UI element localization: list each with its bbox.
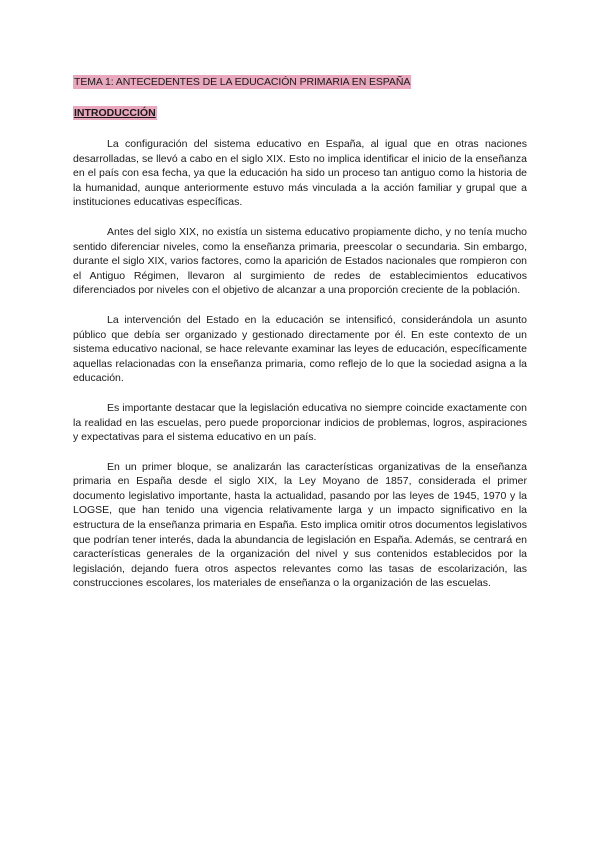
heading-line [73, 103, 527, 121]
paragraph-2: Antes del siglo XIX, no existía un sistema educativo propiamente dicho, y no tenía mucho sentido diferenciar niveles, como la enseñanza primaria, preescolar o secundaria. Sin embargo, durante el siglo XIX, varios factores, como la aparición de Estados nacionales que rompieron con el Antiguo Régimen, llevaron al surgimiento de redes de establecimientos educativos diferenciados por niveles con el objetivo de alcanzar a una proporción creciente de la población. [73, 225, 527, 297]
paragraph-3: La intervención del Estado en la educación se intensificó, considerándola un asunto público que debía ser organizado y gestionado directamente por él. En este contexto de un sistema educativo nacional, se hace relevante examinar las leyes de educación, específicamente aquellas relacionadas con la enseñanza primaria, como reflejo de lo que la sociedad asigna a la educación. [73, 313, 527, 385]
title-line [73, 72, 527, 90]
paragraph-4: Es importante destacar que la legislación educativa no siempre coincide exactamente con la realidad en las escuelas, pero puede proporcionar indicios de problemas, logros, aspiraciones y expectativas para el sistema educativo en un país. [73, 401, 527, 444]
document-page [73, 72, 527, 591]
paragraph-5: En un primer bloque, se analizarán las características organizativas de la enseñanza primaria en España desde el siglo XIX, la Ley Moyano de 1857, considerada el primer documento legislativo importante, hasta la actualidad, pasando por las leyes de 1945, 1970 y la LOGSE, que han tenido una vigencia relativamente larga y un impacto significativo en la estructura de la enseñanza primaria en España. Esto implica omitir otros documentos legislativos que podrían tener interés, dada la abundancia de legislación en España. Además, se centrará en características generales de la organización del nivel y sus contenidos establecidos por la legislación, dejando fuera otros aspectos relevantes como las tasas de escolarización, las construcciones escolares, los materiales de enseñanza o la organización de las escuelas. [73, 460, 527, 590]
document-title: TEMA 1: ANTECEDENTES DE LA EDUCACIÓN PRIMARIA EN ESPAÑA [74, 76, 411, 88]
section-heading: INTRODUCCIÓN [74, 107, 156, 119]
paragraph-1: La configuración del sistema educativo en España, al igual que en otras naciones desarrolladas, se llevó a cabo en el siglo XIX. Esto no implica identificar el inicio de la enseñanza en el país con esa fecha, ya que la educación ha sido un proceso tan antiguo como la historia de la humanidad, aunque anteriormente estuvo más vinculada a la acción familiar y grupal que a instituciones educativas específicas. [73, 138, 527, 209]
